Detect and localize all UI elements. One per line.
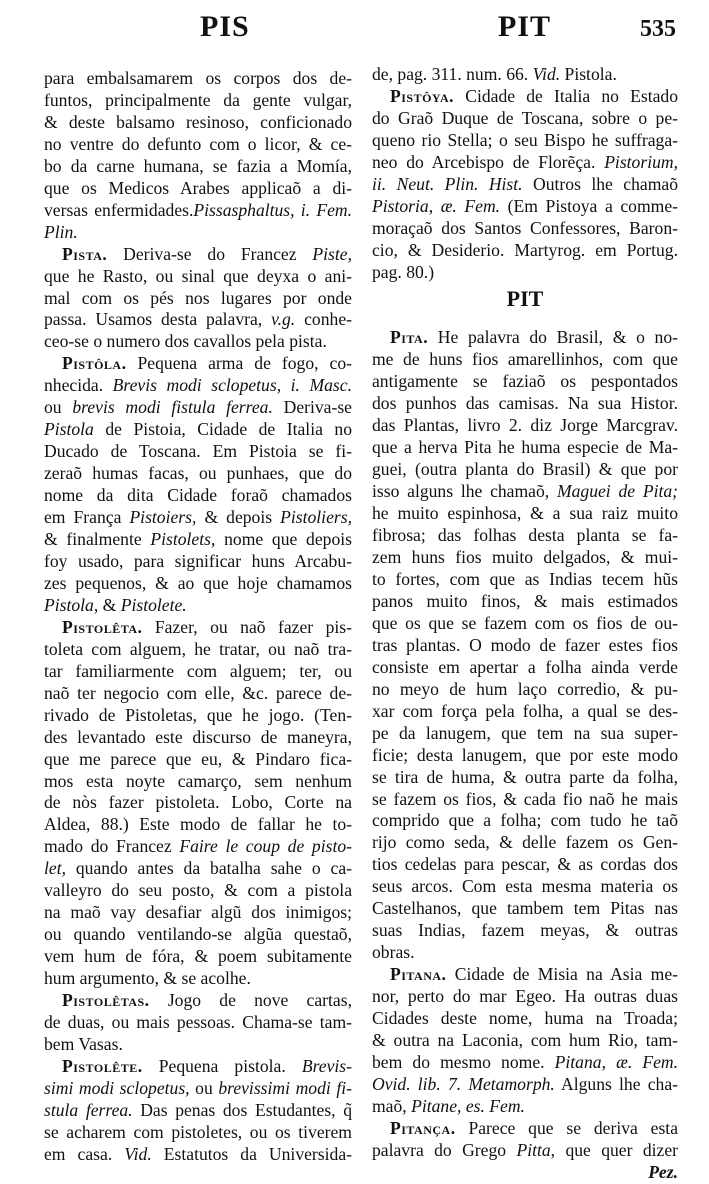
text-line: das Plantas, livro 2. diz Jorge Marcgrav. (372, 415, 678, 436)
text-line (372, 174, 678, 196)
text: de Pistoia, Cidade de Italia no (93, 419, 352, 440)
text-line (372, 1118, 678, 1140)
text: Deriva-se (272, 397, 352, 418)
entry-pistoleta (44, 617, 352, 990)
text-line: naõ ter negocio com elle, &c. parece de- (44, 682, 352, 703)
text: neo do Arcebispo de Florẽça. (372, 151, 605, 172)
text-line (44, 990, 352, 1012)
text-line (372, 196, 678, 218)
text-line (372, 1096, 678, 1118)
text-line (372, 1052, 678, 1074)
text: em França (44, 507, 130, 528)
text: He palavra do Brasil, & o no- (437, 327, 678, 348)
text-line: se tira de huma, & outra parte da folha, (372, 766, 678, 787)
text-line: ou quando ventilando-se algũa questaõ, (44, 924, 352, 945)
text-line: toleta com alguem, he tratar, ou naõ tra- (44, 638, 352, 659)
text-line: ceo-se o numero dos cavallos pela pista. (44, 331, 327, 352)
text-line (44, 836, 352, 858)
latin-term: Pissasphaltus, i. Fem. (193, 199, 352, 220)
text: , quando antes da batalha sahe o ca- (61, 858, 352, 879)
latin-term: brevissimi modi fi- (218, 1077, 352, 1098)
text-line: zeraõ humas facas, ou punhaes, que do (44, 463, 352, 484)
foreign-term: Piste, (312, 243, 352, 264)
text-line (372, 86, 678, 108)
text: ou (189, 1077, 219, 1098)
text-line (44, 617, 352, 639)
text-line (44, 375, 352, 397)
text: Cidade de Italia no Estado (465, 85, 679, 106)
text-line: tar familiarmente com alguem; ter, ou (44, 660, 352, 681)
abbr: Vid. (124, 1143, 152, 1164)
text: Pequena pistola. (158, 1055, 302, 1076)
text: isso alguns lhe chamaõ, (372, 481, 557, 502)
left-column (44, 68, 352, 1166)
foreign-phrase: Faire le coup de pisto- (179, 836, 352, 857)
text-line: me de huns fios amarellinhos, com que (372, 349, 678, 370)
headword: Pistolête. (62, 1055, 143, 1076)
text: Cidade de Misia na Asia me- (454, 964, 679, 985)
headword: Pitana. (390, 964, 447, 985)
text: , & (93, 594, 121, 615)
text-line (372, 964, 678, 986)
text-line: para embalsamarem os corpos dos de- (44, 68, 352, 88)
latin-term: Brevis- (301, 1055, 352, 1076)
text-line (372, 152, 678, 174)
running-head-left: PIS (200, 10, 250, 43)
latin-term: Pitane, es. Fem. (411, 1095, 525, 1116)
text: Outros lhe chamaõ (522, 173, 678, 194)
latin-term: ii. Neut. Plin. Hist. (372, 173, 523, 194)
text-line (44, 1144, 352, 1166)
text-line: obras. (372, 942, 415, 963)
text-line: no meyo de hum laço corredio, & pu- (372, 678, 678, 699)
text-line: de nòs fazer pistoleta. Lobo, Corte na (44, 792, 352, 813)
headword: Pista. (62, 243, 108, 264)
text-line: seus arcos. Com esta mesma materia os (372, 876, 678, 897)
entry-pitanca (372, 1118, 678, 1162)
text-line: mos esta noyte camarço, sem nenhum (44, 770, 352, 791)
text-line: no ventre do defunto com o licor, & ce- (44, 133, 352, 154)
text-line (372, 481, 678, 503)
text: bem do mesmo nome. (372, 1051, 555, 1072)
headword: Pita. (390, 327, 429, 348)
headword: Pistôya. (390, 85, 455, 106)
text-line (44, 595, 352, 617)
text-line (44, 1056, 352, 1078)
latin-term: Brevis modi sclopetus, i. Masc. (112, 375, 352, 396)
text-line: antigamente se faziaõ os pespontados (372, 371, 678, 392)
text: em casa. (44, 1143, 125, 1164)
text: ou (44, 397, 73, 418)
text-line (44, 529, 352, 551)
text-line: na maõ vay desafiar algũ dos inimigos; (44, 902, 352, 923)
text-line: nome da dita Cidade foraõ chamados (44, 485, 352, 506)
text: Pistola. (560, 64, 617, 84)
text-line: se fazem os fios, & cada fio naõ he mais (372, 788, 678, 809)
text: , nome que depois (210, 529, 352, 550)
text-line: fibrosa; das folhas desta planta se fa- (372, 525, 678, 546)
entry-pista (44, 244, 352, 354)
abbr: v.g. (271, 309, 296, 330)
text-line: se acharem com pistoletes, ou os tiverem (44, 1121, 352, 1142)
text-line: dos punhos das camisas. Na sua Histor. (372, 393, 678, 414)
text-line: hum argumento, & se acolhe. (44, 968, 251, 989)
text-line: des levantado este discurso de maneyra, (44, 726, 352, 747)
page-number: 535 (640, 16, 676, 42)
text: mado do Francez (44, 836, 180, 857)
text-line: he muito espinhosa, & a sua raiz muito (372, 503, 678, 524)
term: Pistoiers, (129, 507, 197, 528)
text: Jogo de nove cartas, (167, 990, 352, 1011)
abbr: Vid. (532, 64, 561, 84)
latin-term: stula ferrea. (44, 1099, 133, 1120)
text-line (44, 353, 352, 375)
text-line (44, 1078, 352, 1100)
text-line: cio, & Desiderio. Martyrog. em Portug. (372, 239, 678, 260)
text-line: & outra na Laconia, com hum Rio, tam- (372, 1029, 678, 1050)
text: nhecida. (44, 375, 113, 396)
text-line (44, 222, 352, 244)
text-line: vem hum de fóra, & poem subitamente (44, 946, 352, 967)
text-line: que os Medicos Arabes applicaõ a di- (44, 177, 352, 198)
text-line: bo da carne humana, se fazia a Momía, (44, 155, 352, 176)
term: Pistola (44, 419, 94, 440)
headword: Pistolêtas. (62, 990, 150, 1011)
text-line: Aldea, 88.) Este modo de fallar he to- (44, 814, 352, 835)
text: Fazer, ou naõ fazer pis- (154, 616, 353, 637)
text-line: ficie; desta lanugem, que por este modo (372, 744, 678, 765)
running-head-right: PIT (498, 10, 552, 43)
term: Pistoliers, (280, 507, 352, 528)
text-line: queno rio Stella; o seu Bispo he suffraga- (372, 129, 678, 150)
text-line: Cidades deste nome, huma na Troada; (372, 1008, 678, 1029)
text: versas enfermidades. (44, 199, 194, 220)
term: Pistola (44, 594, 94, 615)
term: Pistolets (150, 529, 211, 550)
text-line: consiste em apertar a folha ainda verde (372, 656, 678, 677)
text: de, pag. 311. num. 66. (372, 64, 533, 84)
text-line (44, 419, 352, 441)
right-column (372, 64, 678, 1184)
text-line: que me parece que eu, & Pindaro fica- (44, 748, 352, 769)
entry-pistola (44, 353, 352, 616)
text-line: rivado de Pistoletas, que he jogo. (Ten- (44, 704, 352, 725)
headword: Pitança. (390, 1117, 456, 1138)
text-line (372, 1074, 678, 1096)
text: Das penas dos Estudantes, q̃ (132, 1099, 352, 1120)
text: Parece que se deriva esta (468, 1117, 679, 1138)
text-line: Castelhanos, que tambem tem Pitas nas (372, 898, 678, 919)
section-heading: PIT (506, 285, 544, 311)
text: maõ, (372, 1095, 412, 1116)
text-line: Ducado de Toscana. Em Pistoia se fi- (44, 441, 352, 462)
text-line: tios cedelas para pescar, & as cordas dos (372, 854, 678, 875)
text-line: panos muito finos, & mais estimados (372, 590, 678, 611)
text-line (44, 507, 352, 529)
text: Deriva-se do Francez (123, 243, 313, 264)
latin-term: Pistorium, (604, 151, 678, 172)
text-line (44, 858, 352, 880)
latin-term: simi modi sclopetus, (44, 1077, 190, 1098)
entry-pita (372, 327, 678, 964)
text-line: zes pequenos, & ao que hoje chamamos (44, 572, 352, 593)
text-line: bem Vasas. (44, 1033, 123, 1054)
text-line: que os que se fazem com os fios de ou- (372, 612, 678, 633)
text: Alguns lhe cha- (554, 1073, 678, 1094)
text-line (44, 200, 352, 222)
text-line: pe da lanugem, que tem na sua super- (372, 722, 678, 743)
text-line: & deste balsamo resinoso, conficionado (44, 111, 352, 132)
text-line (44, 1100, 352, 1122)
text: (Em Pistoya a comme- (500, 195, 678, 216)
entry-pistoletas (44, 990, 352, 1056)
text-line: to fortes, com que as Indias tecem hũs (372, 568, 678, 589)
citation: Ovid. lib. 7. Metamorph. (372, 1073, 555, 1094)
term: Maguei de Pita; (556, 481, 678, 502)
text-line: de duas, ou mais pessoas. Chama-se tam- (44, 1011, 352, 1032)
text-line (44, 244, 352, 266)
text: passa. Usamos desta palavra, (44, 309, 272, 330)
latin-term: Pistoria, æ. Fem. (372, 195, 501, 216)
text-line: suas Indias, fazem meyas, & outras (372, 920, 678, 941)
headword: Pistolêta. (62, 616, 143, 637)
greek-term: Pitta (516, 1139, 551, 1160)
text-line: nor, perto do mar Egeo. Ha outras duas (372, 986, 678, 1007)
text-line: valleyro do seu posto, & com a pistola (44, 880, 352, 901)
text: , que quer dizer (550, 1139, 679, 1160)
text-line (372, 64, 678, 86)
text-line: tras plantas. O modo de fazer estes fios (372, 634, 678, 655)
entry-pistolete (44, 1056, 352, 1166)
text-line: moraçaõ dos Santos Confessores, Baron- (372, 217, 678, 238)
text-line: que a herva Pita he huma especie de Ma- (372, 437, 678, 458)
text-line: mal com os pés nos lugares por onde (44, 287, 352, 308)
text-line (44, 397, 352, 419)
text-line: que he Rasto, ou sinal que deyxa o ani- (44, 265, 352, 286)
text: conhe- (295, 309, 352, 330)
term: Pistolete. (120, 594, 187, 615)
text-line (372, 327, 678, 349)
foreign-phrase: let (44, 858, 62, 879)
text: & finalmente (44, 529, 151, 550)
text-line: pag. 80.) (372, 261, 435, 282)
text-line: comprido que a folha; com tudo he taõ (372, 810, 678, 831)
text-line: funtos, principalmente da gente vulgar, (44, 89, 352, 110)
text-line (44, 309, 352, 331)
latin-term: Pitana, æ. Fem. (554, 1051, 678, 1072)
entry-pistoya (372, 86, 678, 284)
text-line: xar com força pela folha, a qual se des- (372, 700, 678, 721)
text-line: rijo como seda, & delle fazem os Gen- (372, 832, 678, 853)
text-line: zem huns fios muito delgados, & mui- (372, 547, 678, 568)
latin-term: brevis modi fistula ferrea. (72, 397, 273, 418)
text: Pequena arma de fogo, co- (137, 353, 353, 374)
text-line: guei, (outra planta do Brasil) & que por (372, 459, 678, 480)
text-line: foy usado, para significar huns Arcabu- (44, 550, 352, 571)
citation: Plin. (44, 221, 78, 242)
catchword: Pez. (648, 1161, 678, 1182)
text: & depois (196, 507, 281, 528)
entry-pitana (372, 964, 678, 1118)
headword: Pistôla. (62, 353, 127, 374)
text-line (372, 1140, 678, 1162)
text: Estatutos da Universida- (151, 1143, 352, 1164)
text-line: do Graõ Duque de Toscana, sobre o pe- (372, 107, 678, 128)
text: palavra do Grego (372, 1139, 517, 1160)
